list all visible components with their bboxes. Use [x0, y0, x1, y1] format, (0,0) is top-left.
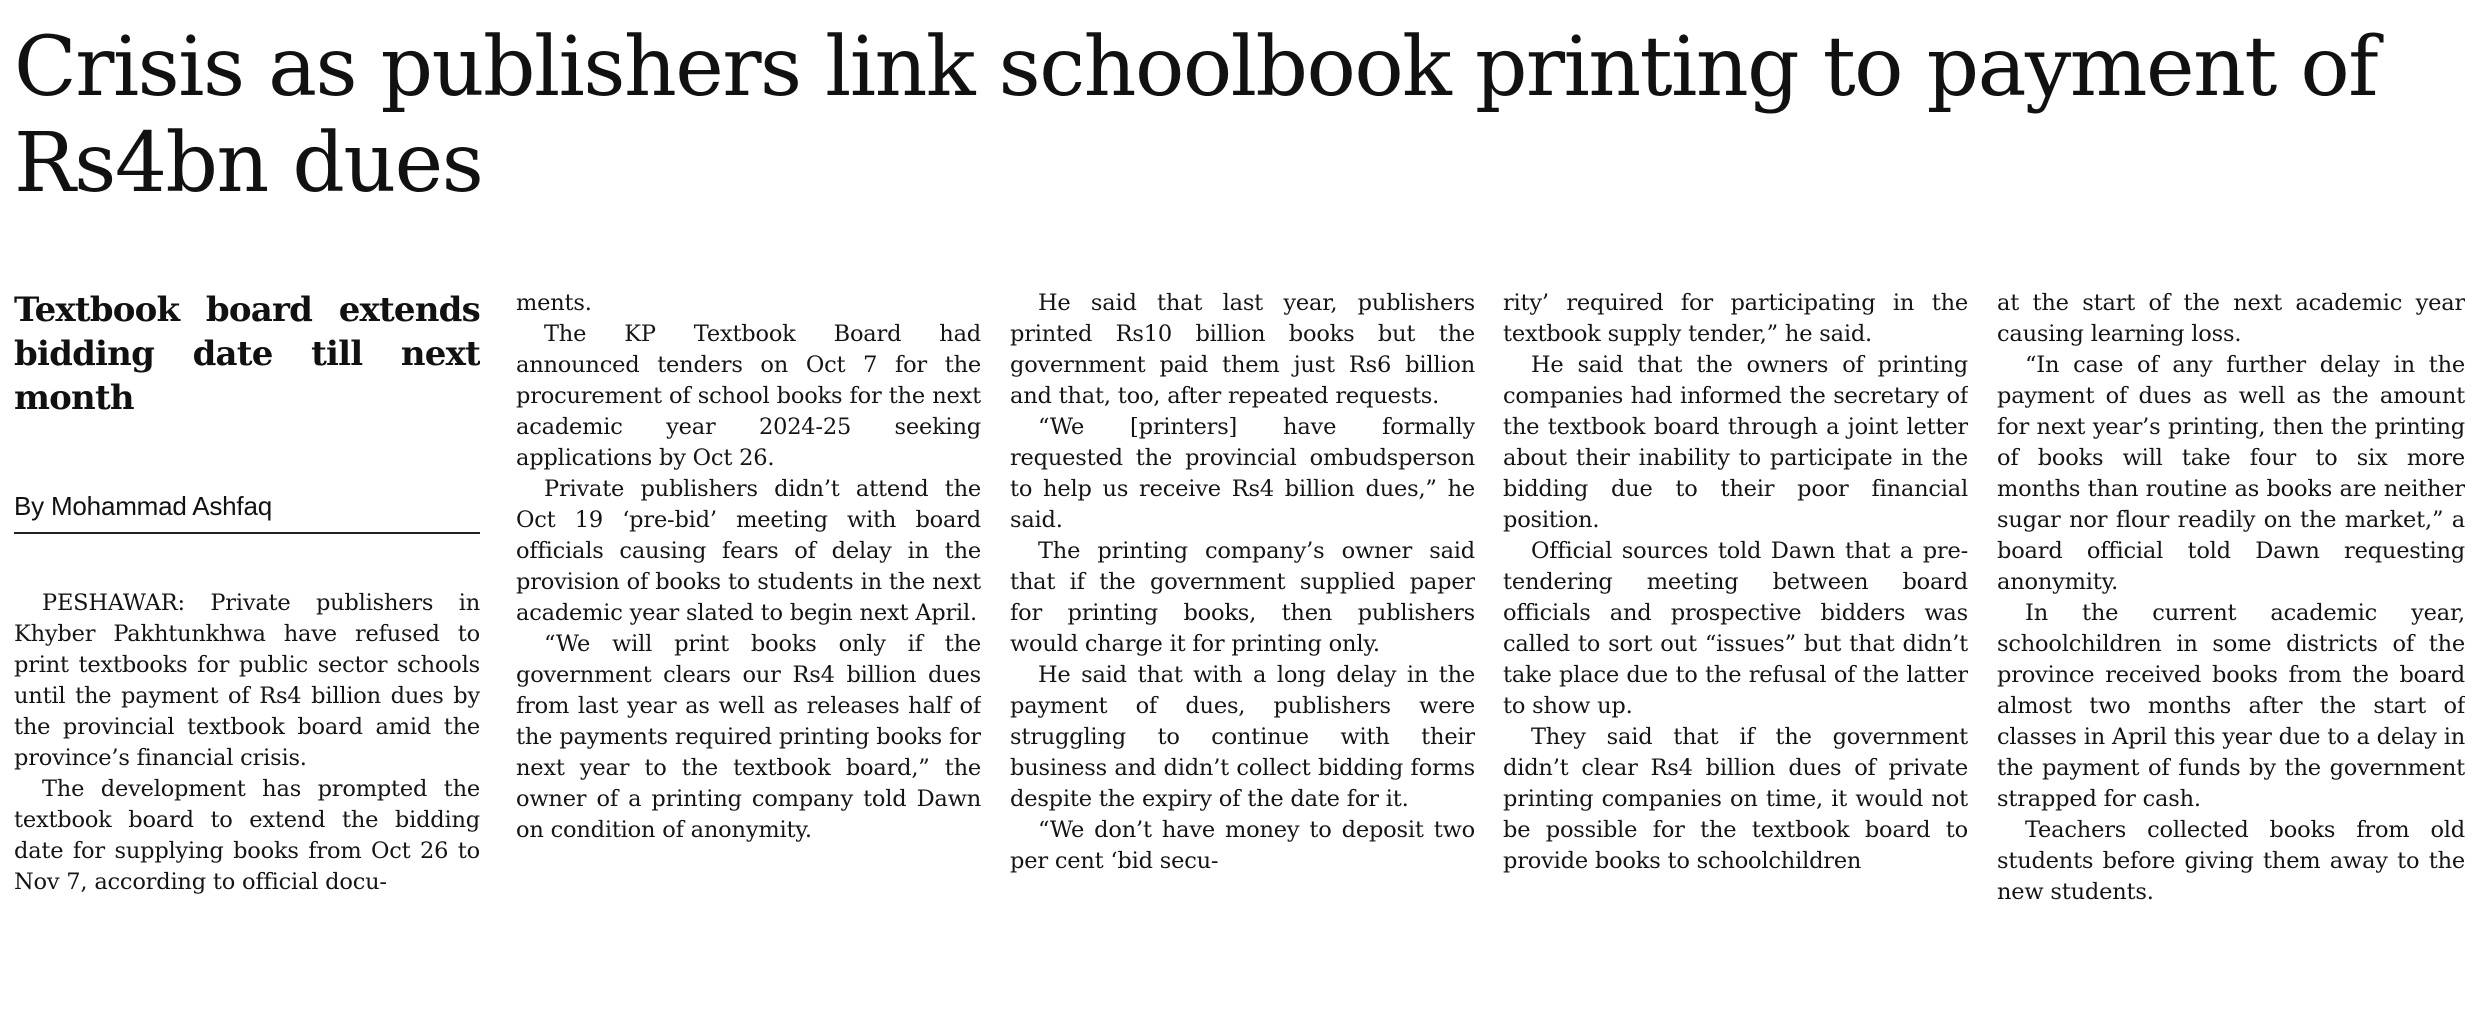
- paragraph: In the current academic year, schoolchildren in some districts of the province received books from the board almost two months after the start of classes in April this year due to a delay in the payment of funds by the government strapped for cash.: [1997, 600, 2465, 812]
- paragraph: “In case of any further delay in the payment of dues as well as the amount for next year’s printing, then the printing of books will take four to six more months than routine as books are neither sugar nor flour readily on the market,” a board official told Dawn requesting anonymity.: [1997, 352, 2465, 595]
- article-column-3: [1010, 288, 1475, 1013]
- kicker-subheadline: Textbook board extends bidding date till next month: [14, 290, 480, 418]
- paragraph: The KP Textbook Board had announced tenders on Oct 7 for the procurement of school books for the next academic year 2024-25 seeking applications by Oct 26.: [516, 321, 981, 471]
- paragraph-continued: at the start of the next academic year causing learning loss.: [1997, 290, 2465, 347]
- paragraph: “We [printers] have formally requested the provincial ombudsperson to help us receive Rs4 billion dues,” he said.: [1010, 414, 1475, 533]
- article-column-1: [14, 288, 480, 1013]
- article-column-4: [1503, 288, 1968, 1013]
- paragraph-continued: rity’ required for participating in the textbook supply tender,” he said.: [1503, 290, 1968, 347]
- paragraph: The development has prompted the textbook board to extend the bidding date for supplying books from Oct 26 to Nov 7, according to official docu-: [14, 776, 480, 895]
- paragraph: “We don’t have money to deposit two per cent ‘bid secu-: [1010, 817, 1475, 874]
- headline: Crisis as publishers link schoolbook printing to payment of Rs4bn dues: [14, 20, 2378, 211]
- article-column-5: [1997, 288, 2465, 1013]
- paragraph: He said that last year, publishers printed Rs10 billion books but the government paid them just Rs6 billion and that, too, after repeated requests.: [1010, 290, 1475, 409]
- paragraph: Private publishers didn’t attend the Oct 19 ‘pre-bid’ meeting with board officials causing fears of delay in the provision of books to students in the next academic year slated to begin next April.: [516, 476, 981, 626]
- paragraph: PESHAWAR: Private publishers in Khyber Pakhtunkhwa have refused to print textbooks for public sector schools until the payment of Rs4 billion dues by the provincial textbook board amid the province’s financial crisis.: [14, 590, 480, 771]
- paragraph: They said that if the government didn’t clear Rs4 billion dues of private printing companies on time, it would not be possible for the textbook board to provide books to schoolchildren: [1503, 724, 1968, 874]
- paragraph: Teachers collected books from old students before giving them away to the new students.: [1997, 817, 2465, 905]
- paragraph: He said that the owners of printing companies had informed the secretary of the textbook board through a joint letter about their inability to participate in the bidding due to their poor financial position.: [1503, 352, 1968, 533]
- paragraph: He said that with a long delay in the payment of dues, publishers were struggling to continue with their business and didn’t collect bidding forms despite the expiry of the date for it.: [1010, 662, 1475, 812]
- paragraph-continued: ments.: [516, 290, 592, 316]
- paragraph: “We will print books only if the government clears our Rs4 billion dues from last year as well as releases half of the payments required printing books for next year to the textbook board,” the owner of a printing company told Dawn on condition of anonymity.: [516, 631, 981, 843]
- paragraph: The printing company’s owner said that if the government supplied paper for printing books, then publishers would charge it for printing only.: [1010, 538, 1475, 657]
- column-1-body: [14, 588, 480, 898]
- paragraph: Official sources told Dawn that a pre-tendering meeting between board officials and prospective bidders was called to sort out “issues” but that didn’t take place due to the refusal of the latter to show up.: [1503, 538, 1968, 719]
- byline: By Mohammad Ashfaq: [14, 490, 480, 534]
- article-column-2: [516, 288, 981, 1013]
